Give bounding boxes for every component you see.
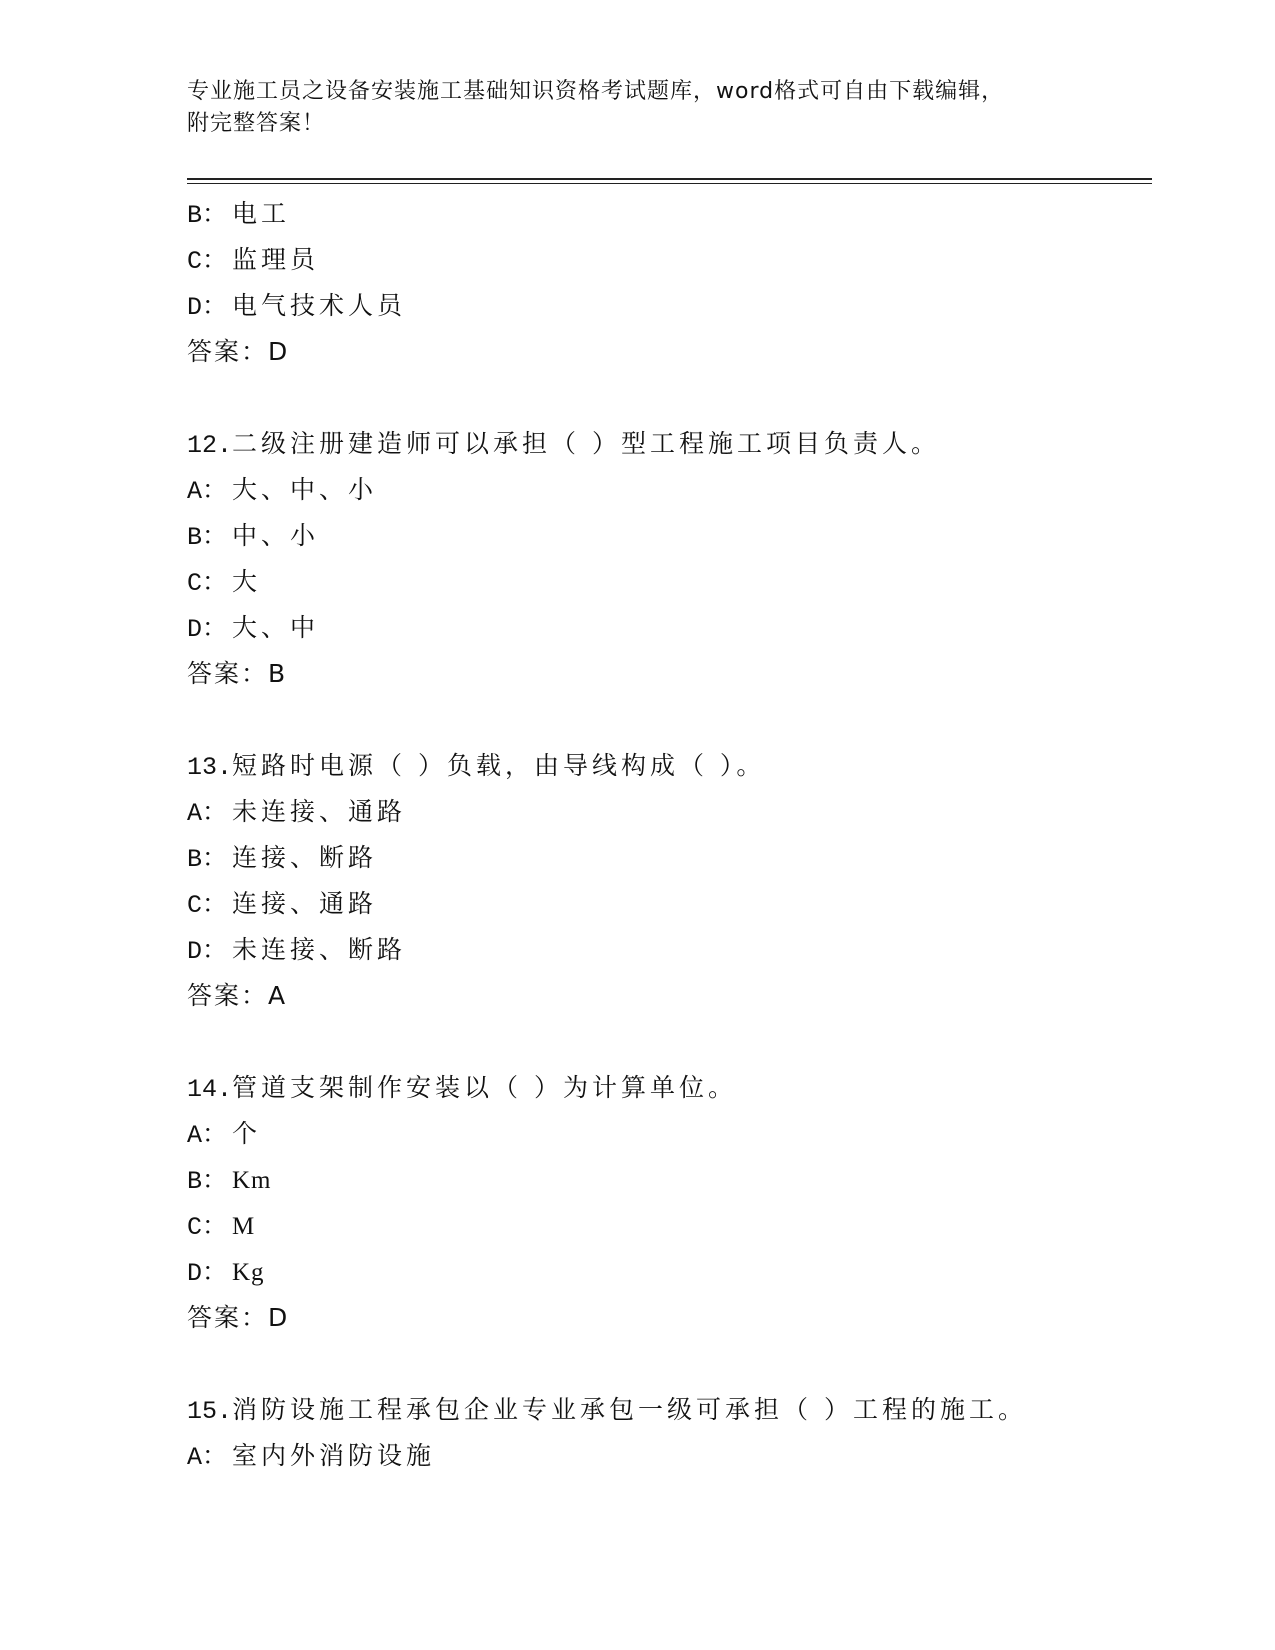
question-stem: [187, 1065, 1152, 1111]
question-text: 二级注册建造师可以承担（ ）型工程施工项目负责人。: [232, 429, 940, 458]
option-row: [187, 881, 1152, 927]
option-text: 大: [232, 567, 262, 596]
option-row: [187, 283, 1152, 329]
question-number: 12.: [187, 431, 233, 460]
option-key: A：: [187, 1121, 228, 1150]
header-divider-thick: [187, 178, 1152, 180]
option-key: B：: [187, 523, 228, 552]
option-row: [187, 1249, 1152, 1295]
spacer: [187, 1341, 1152, 1387]
option-row: [187, 789, 1152, 835]
answer-value: D: [268, 337, 290, 366]
option-row: [187, 927, 1152, 973]
option-text: 室内外消防设施: [232, 1441, 436, 1470]
question-stem: [187, 1387, 1152, 1433]
option-text: 电工: [232, 199, 291, 228]
option-key: D：: [187, 615, 228, 644]
option-text: M: [232, 1213, 256, 1240]
option-row: [187, 237, 1152, 283]
answer-label: 答案：: [187, 337, 269, 366]
option-text: 电气技术人员: [232, 291, 407, 320]
option-row: [187, 513, 1152, 559]
option-text: 未连接、通路: [232, 797, 407, 826]
option-row: [187, 1433, 1152, 1479]
option-row: [187, 835, 1152, 881]
answer-value: B: [268, 659, 288, 688]
document-header: [187, 76, 1067, 140]
option-text: 连接、断路: [232, 843, 378, 872]
option-text: Km: [232, 1167, 272, 1194]
option-text: Kg: [232, 1259, 265, 1286]
option-key: C：: [187, 1213, 228, 1242]
option-key: D：: [187, 293, 228, 322]
option-key: A：: [187, 477, 228, 506]
answer-value: D: [268, 1303, 290, 1332]
option-row: [187, 467, 1152, 513]
option-text: 个: [232, 1119, 262, 1148]
question-stem: [187, 421, 1152, 467]
answer-row: [187, 973, 1152, 1019]
option-key: B：: [187, 201, 228, 230]
answer-label: 答案：: [187, 659, 269, 688]
option-key: A：: [187, 1443, 228, 1472]
option-key: A：: [187, 799, 228, 828]
question-number: 15.: [187, 1397, 233, 1426]
question-number: 13.: [187, 753, 233, 782]
option-text: 大、中、小: [232, 475, 378, 504]
option-key: D：: [187, 1259, 228, 1288]
question-text: 短路时电源（ ）负载，由导线构成（ ）。: [232, 751, 766, 780]
option-key: C：: [187, 247, 228, 276]
option-row: [187, 559, 1152, 605]
answer-value: A: [268, 981, 288, 1010]
option-row: [187, 1203, 1152, 1249]
option-key: C：: [187, 569, 228, 598]
option-key: B：: [187, 845, 228, 874]
option-text: 监理员: [232, 245, 320, 274]
question-number: 14.: [187, 1075, 233, 1104]
option-text: 未连接、断路: [232, 935, 407, 964]
option-key: D：: [187, 937, 228, 966]
answer-row: [187, 1295, 1152, 1341]
option-text: 大、中: [232, 613, 320, 642]
option-row: [187, 1157, 1152, 1203]
header-divider-thin: [187, 183, 1152, 184]
spacer: [187, 697, 1152, 743]
option-text: 中、小: [232, 521, 320, 550]
answer-row: [187, 651, 1152, 697]
answer-row: [187, 329, 1152, 375]
answer-label: 答案：: [187, 981, 269, 1010]
question-content: [187, 191, 1152, 1479]
spacer: [187, 1019, 1152, 1065]
option-row: [187, 1111, 1152, 1157]
option-row: [187, 191, 1152, 237]
header-line-1: 专业施工员之设备安装施工基础知识资格考试题库，word格式可自由下载编辑，: [187, 79, 1005, 104]
question-text: 管道支架制作安装以（ ）为计算单位。: [232, 1073, 737, 1102]
option-key: B：: [187, 1167, 228, 1196]
question-stem: [187, 743, 1152, 789]
answer-label: 答案：: [187, 1303, 269, 1332]
header-line-2: 附完整答案！: [187, 111, 326, 136]
option-text: 连接、通路: [232, 889, 378, 918]
spacer: [187, 375, 1152, 421]
option-row: [187, 605, 1152, 651]
option-key: C：: [187, 891, 228, 920]
question-text: 消防设施工程承包企业专业承包一级可承担（ ）工程的施工。: [232, 1395, 1027, 1424]
